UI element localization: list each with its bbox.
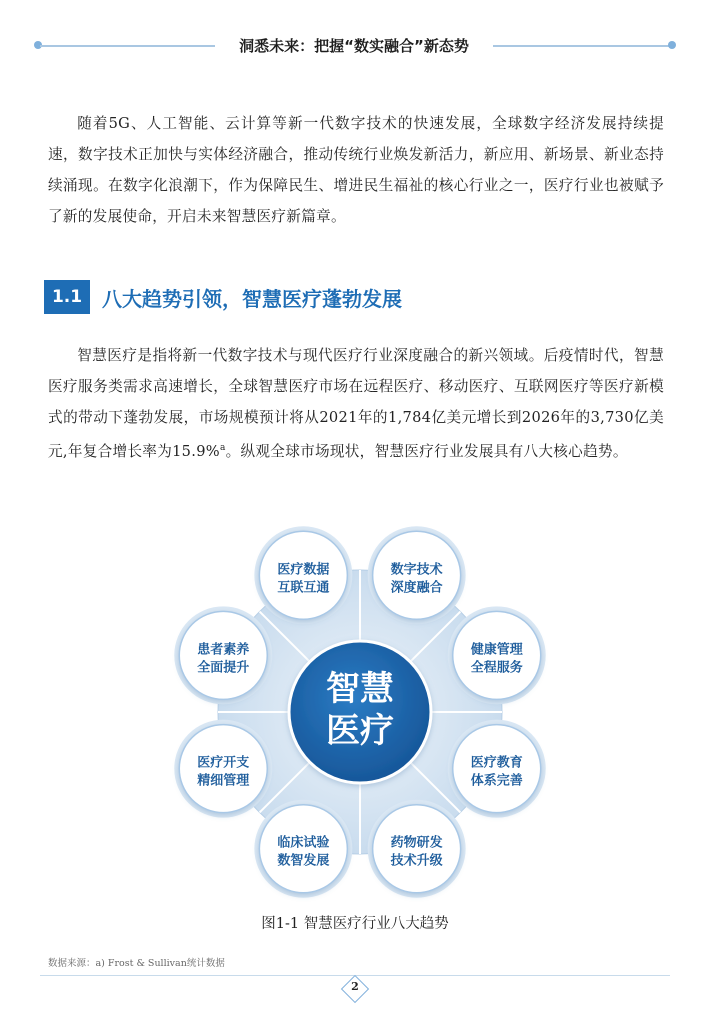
header-dot-right	[668, 41, 676, 49]
petal-label-line1: 健康管理	[470, 642, 523, 658]
petal-label-line1: 医疗数据	[277, 562, 330, 578]
petal-label-line2: 体系完善	[470, 773, 523, 789]
section-number: 1.1	[44, 280, 90, 314]
center-label-line2: 医疗	[326, 711, 394, 751]
section-title: 八大趋势引领，智慧医疗蓬勃发展	[102, 287, 402, 311]
petal-label-line2: 精细管理	[197, 773, 250, 789]
footnote-reference: a	[219, 443, 226, 453]
trends-diagram	[152, 514, 568, 910]
trend-petal	[174, 606, 272, 704]
petal-label-line1: 患者素养	[197, 642, 250, 658]
trend-petal	[448, 720, 546, 818]
trend-petal	[448, 606, 546, 704]
center-label-line1: 智慧	[326, 669, 394, 709]
petal-label-line2: 全程服务	[470, 660, 523, 676]
petal-label-line2: 深度融合	[390, 580, 443, 596]
body-paragraph	[48, 340, 664, 467]
header-line-right	[493, 45, 670, 47]
trend-petal	[254, 800, 352, 898]
trend-petal	[368, 800, 466, 898]
petal-label-line2: 数智发展	[277, 853, 330, 869]
trend-petal	[174, 720, 272, 818]
trends-diagram-svg	[152, 514, 568, 910]
petal-label-line1: 临床试验	[277, 835, 330, 851]
page-number: 2	[351, 980, 359, 993]
page-number-badge	[340, 976, 370, 1002]
page-header	[0, 32, 710, 60]
petal-label-line2: 互联互通	[277, 580, 330, 596]
header-title: 洞悉未来：把握“数实融合”新态势	[239, 37, 469, 55]
header-line-left	[40, 45, 215, 47]
intro-paragraph: 随着5G、人工智能、云计算等新一代数字技术的快速发展，全球数字经济发展持续提速，数字技术正加快与实体经济融合，推动传统行业焕发新活力，新应用、新场景、新业态持续涌现。在数字化浪潮下，作为保障民生、增进民生福祉的核心行业之一，医疗行业也被赋予了新的发展使命，开启未来智慧医疗新篇章。	[48, 115, 664, 225]
source-footnote: 数据来源：a) Frost & Sullivan统计数据	[48, 958, 225, 969]
petal-label-line1: 药物研发	[390, 835, 443, 851]
body-text-before: 智慧医疗是指将新一代数字技术与现代医疗行业深度融合的新兴领域。后疫情时代，智慧医疗服务类需求高速增长，全球智慧医疗市场在远程医疗、移动医疗、互联网医疗等医疗新模式的带动下蓬勃发展，市场规模预计将从2021年的1,784亿美元增长到2026年的3,730亿美元,年复合增长率为15.9%	[48, 347, 664, 460]
trend-petal	[254, 526, 352, 624]
petal-label-line1: 医疗开支	[197, 755, 250, 771]
petal-label-line2: 技术升级	[390, 853, 443, 869]
trend-petal	[368, 526, 466, 624]
petal-label-line1: 医疗教育	[470, 755, 523, 771]
figure-caption: 图1-1 智慧医疗行业八大趋势	[261, 916, 449, 932]
body-text-after: 。纵观全球市场现状，智慧医疗行业发展具有八大核心趋势。	[225, 442, 628, 460]
petal-label-line2: 全面提升	[197, 660, 250, 676]
petal-label-line1: 数字技术	[390, 562, 443, 578]
